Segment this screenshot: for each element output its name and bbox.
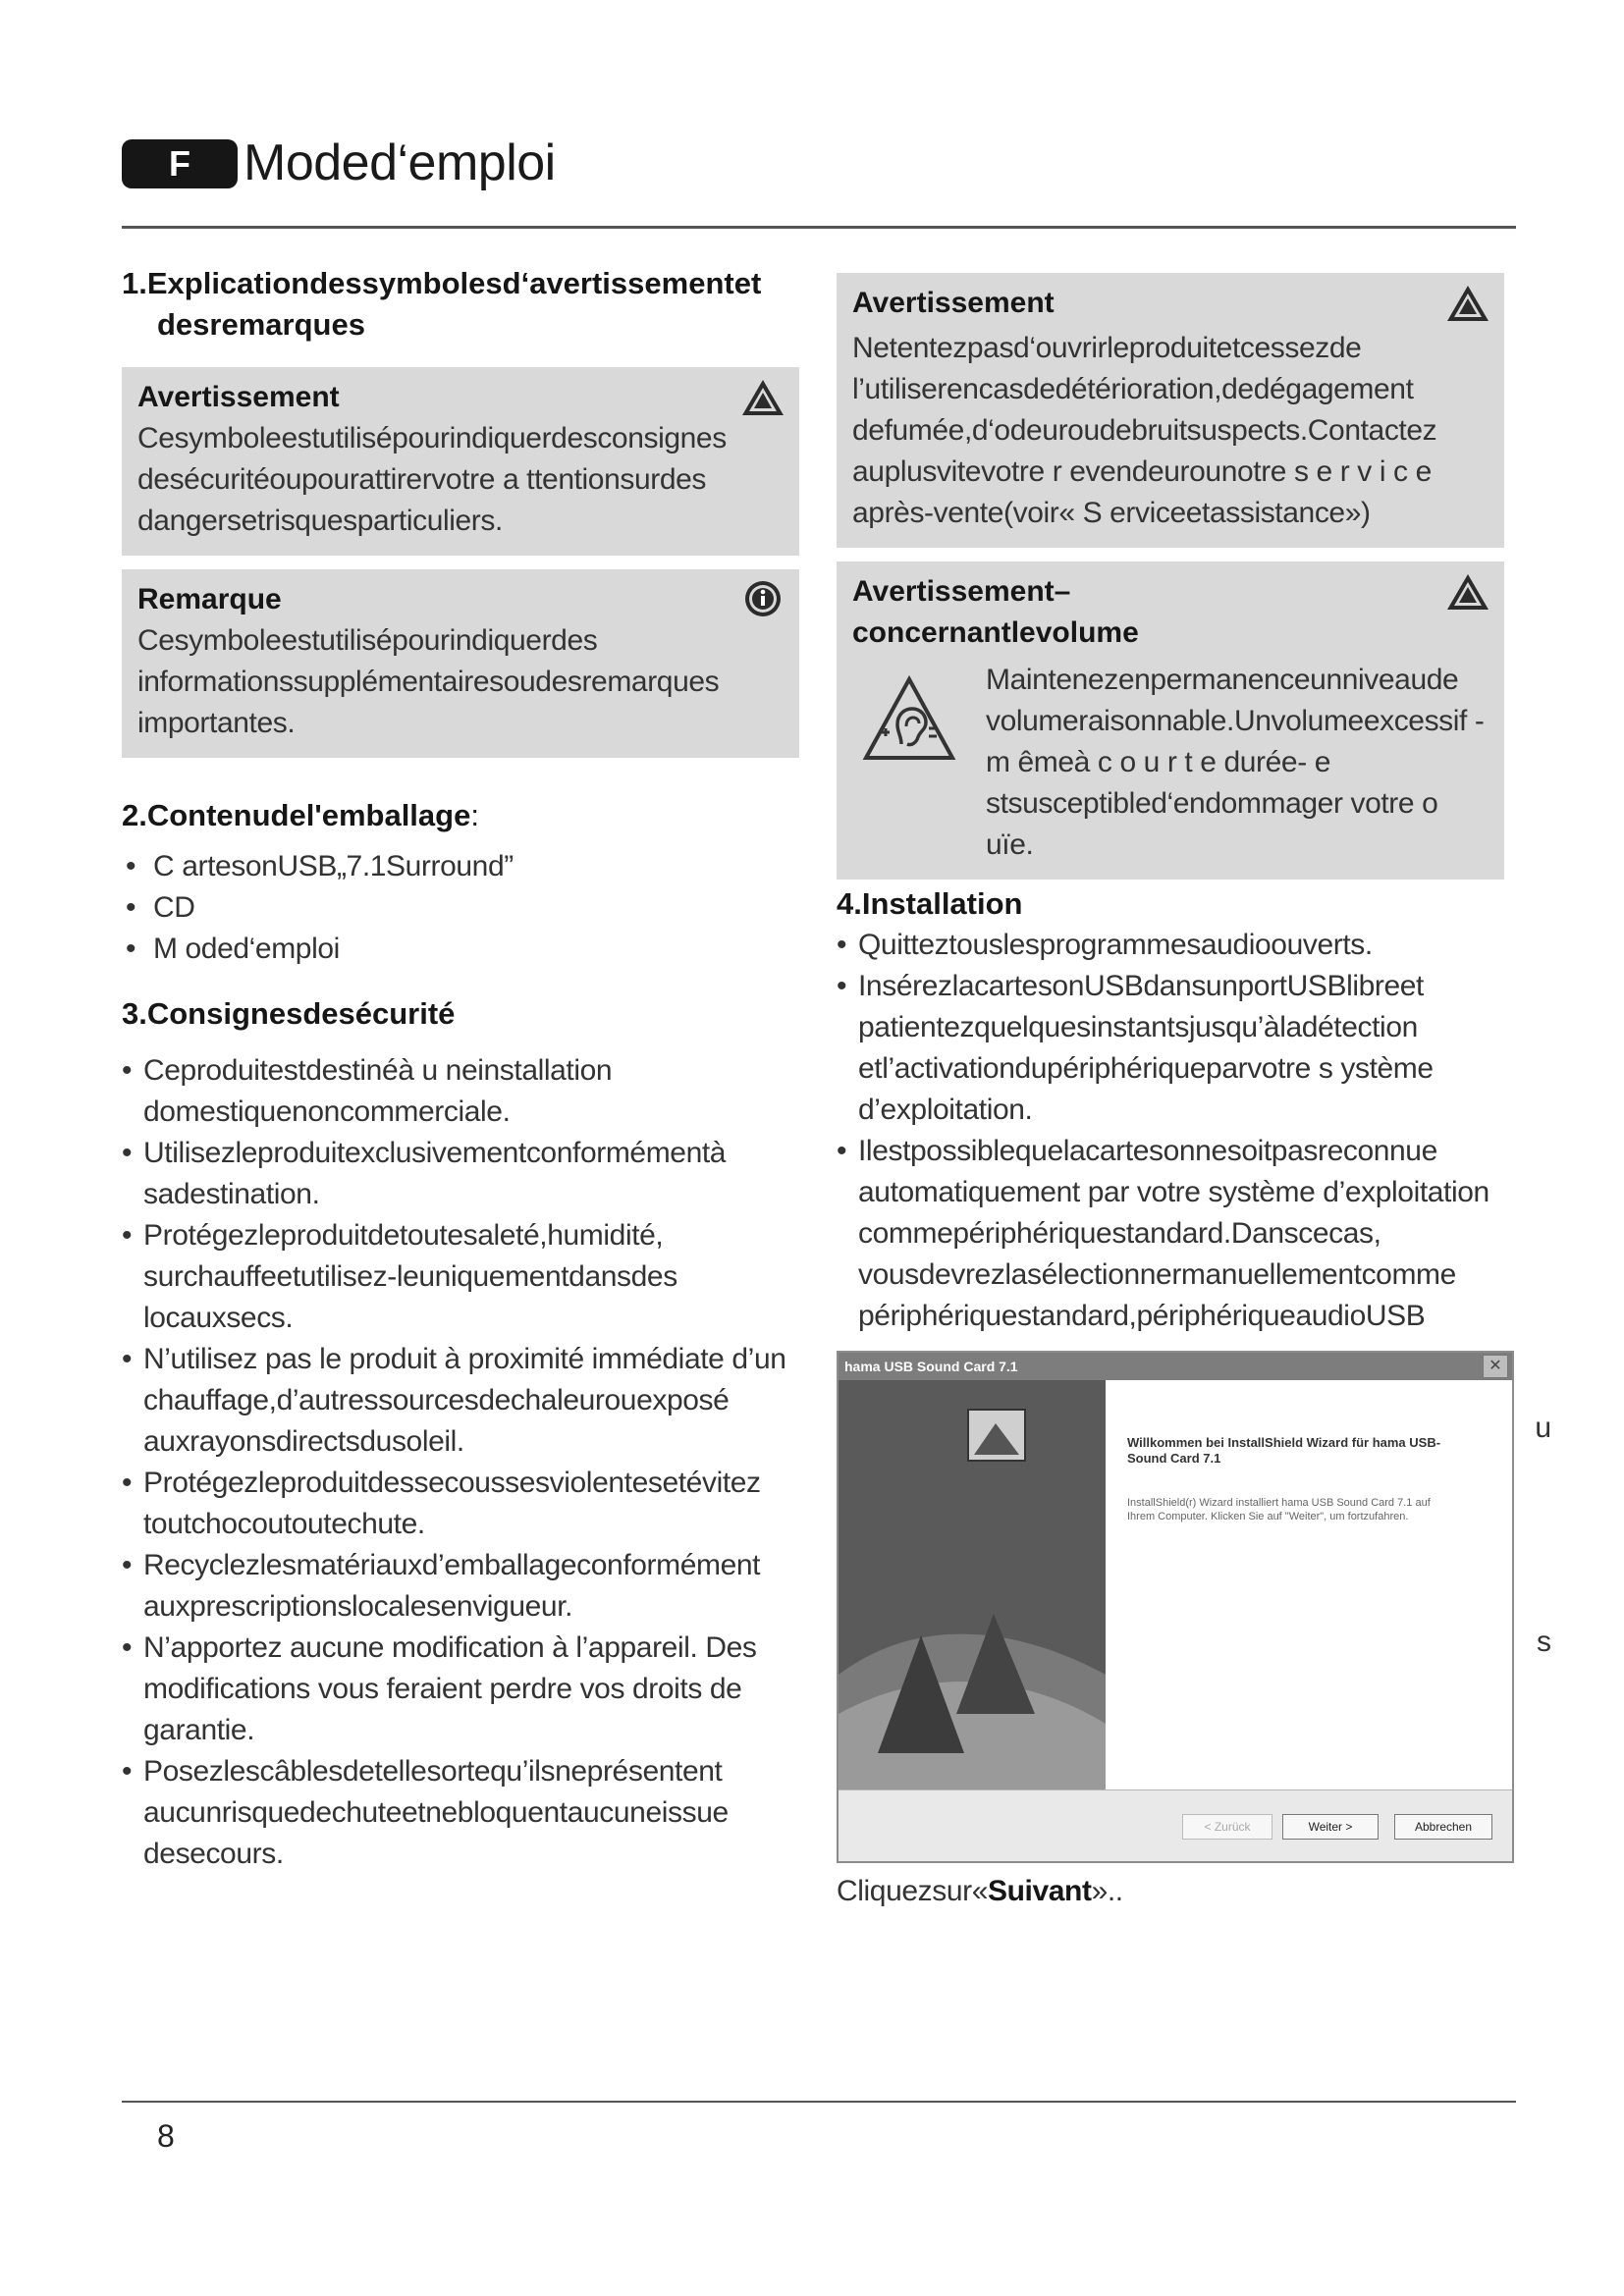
section-2-heading-text: 2.Contenudel'emballage: [122, 798, 471, 832]
installer-caption: Cliquezsur«Suivant»..: [837, 1875, 1123, 1907]
package-contents-list: [122, 846, 799, 970]
volume-warning-title: Avertissement– concernantlevolume: [852, 575, 1139, 649]
warning-box-title: Avertissement: [137, 381, 340, 413]
volume-warning-box: [837, 561, 1504, 880]
remark-box-text: Cesymboleestutilisépourindiquerdes informationssupplémentairesoudesremarques importantes.: [137, 624, 720, 739]
footer-divider: [122, 2101, 1516, 2103]
product-warning-title: Avertissement: [852, 287, 1055, 319]
cancel-button[interactable]: Abbrechen: [1394, 1814, 1492, 1840]
list-item: • Ilestpossiblequelacartesonnesoitpasreconnue automatiquement par votre système d’exploitation commepériphériquestandard.Danscecas, vousdevrezlasélectionnermanuellementcomme périphériquestandard,périphériqueaudioUSB: [837, 1135, 1489, 1332]
safety-instructions-list: [122, 1050, 799, 1875]
section-2-heading-colon: :: [470, 798, 479, 832]
manual-title: Moded‘emploi: [244, 134, 556, 191]
remark-box: [122, 569, 799, 758]
hearing-damage-icon: [862, 675, 956, 764]
installer-screenshot: [837, 1351, 1551, 1863]
warning-box-text: Cesymboleestutilisépourindiquerdesconsignes desécuritéoupourattirervotre a ttentionsurdes dangersetrisquesparticuliers.: [137, 422, 727, 537]
list-item: • InsérezlacartesonUSBdansunportUSBlibreet patientezquelquesinstantsjusqu’àladétection etl’activationdupériphériqueparvotre s ystème d’exploitation.: [837, 970, 1434, 1126]
section-3-heading: 3.Consignesdesécurité: [122, 996, 456, 1031]
list-item: • M oded‘emploi: [126, 933, 340, 965]
list-item: • CD: [126, 891, 195, 924]
volume-warning-text: Maintenezenpermanenceunniveaude volumeraisonnable.Unvolumeexcessif - m êmeà c o u r t e durée- e stsusceptibled‘endommager votre o uïe.: [986, 664, 1485, 861]
page-number: 8: [157, 2118, 175, 2154]
section-2-heading: [122, 795, 799, 836]
volume-warning-body: [852, 660, 1489, 866]
product-warning-box: [837, 273, 1504, 548]
info-circle-icon: [740, 579, 785, 620]
remark-box-title: Remarque: [137, 583, 282, 615]
section-1-heading: 1.Explicationdessymbolesd‘avertissementet desremarques: [122, 266, 762, 342]
clipped-text-fragment: s: [1537, 1626, 1551, 1658]
list-item: • Recyclezlesmatériauxd’emballageconformément auxprescriptionslocalesenvigueur.: [122, 1549, 761, 1623]
product-warning-text: Netentezpasd‘ouvrirleproduitetcessezde l’utiliserencasdedétérioration,dedégagement defumée,d‘odeuroudebruitsuspects.Contactez auplusvitevotre r evendeurounotre s e r v i c e après-vente(voir« S erviceetassistance»): [852, 332, 1437, 529]
close-icon[interactable]: ✕: [1483, 1355, 1508, 1378]
installer-button-bar: [839, 1789, 1512, 1861]
right-column: [837, 273, 1551, 1912]
list-item: • C artesonUSB„7.1Surround”: [126, 850, 514, 882]
page-header: [122, 133, 1516, 192]
list-item: • N’apportez aucune modification à l’appareil. Des modifications vous feraient perdre vos droits de garantie.: [122, 1631, 757, 1746]
installer-side-artwork: [839, 1380, 1106, 1790]
list-item: • N’utilisez pas le produit à proximité immédiate d’un chauffage,d’autressourcesdechaleurouexposé auxrayonsdirectsdusoleil.: [122, 1343, 786, 1458]
list-item: • Protégezleproduitdessecoussesviolentesetévitez toutchocoutoutechute.: [122, 1467, 761, 1540]
back-button[interactable]: < Zurück: [1182, 1814, 1272, 1840]
wizard-graphic: [839, 1380, 1106, 1790]
next-button[interactable]: Weiter >: [1282, 1814, 1379, 1840]
section-4-heading: 4.Installation: [837, 886, 1023, 921]
installer-titlebar: [839, 1353, 1512, 1380]
list-item: • Quitteztouslesprogrammesaudioouverts.: [837, 929, 1373, 961]
list-item: • Ceproduitestdestinéà u neinstallation domestiquenoncommerciale.: [122, 1054, 613, 1128]
left-column: [122, 263, 799, 1875]
list-item: • Protégezleproduitdetoutesaleté,humidité, surchauffeetutilisez-leuniquementdansdes locauxsecs.: [122, 1219, 677, 1334]
installer-heading: Willkommen bei InstallShield Wizard für hama USB-Sound Card 7.1: [1127, 1435, 1441, 1466]
list-item: • Posezlescâblesdetellesortequ’ilsneprésentent aucunrisquedechuteetnebloquentaucuneissue desecours.: [122, 1755, 729, 1870]
installer-body-text: InstallShield(r) Wizard installiert hama USB Sound Card 7.1 auf Ihrem Computer. Klicken Sie auf "Weiter", um fortzufahren.: [1127, 1497, 1431, 1522]
installation-steps-list: [837, 925, 1504, 1337]
installer-window-title: hama USB Sound Card 7.1: [844, 1359, 1018, 1374]
clipped-text-fragment: u: [1535, 1412, 1551, 1444]
header-divider: [122, 226, 1516, 229]
list-item: • Utilisezleproduitexclusivementconformémentà sadestination.: [122, 1137, 727, 1210]
warning-triangle-icon: [740, 377, 785, 418]
language-badge: F: [122, 139, 238, 188]
installer-content: [1106, 1380, 1512, 1790]
warning-triangle-icon: [1445, 283, 1490, 324]
warning-box: [122, 367, 799, 556]
caption-emphasis: Suivant: [988, 1875, 1092, 1907]
warning-triangle-icon: [1445, 571, 1490, 613]
